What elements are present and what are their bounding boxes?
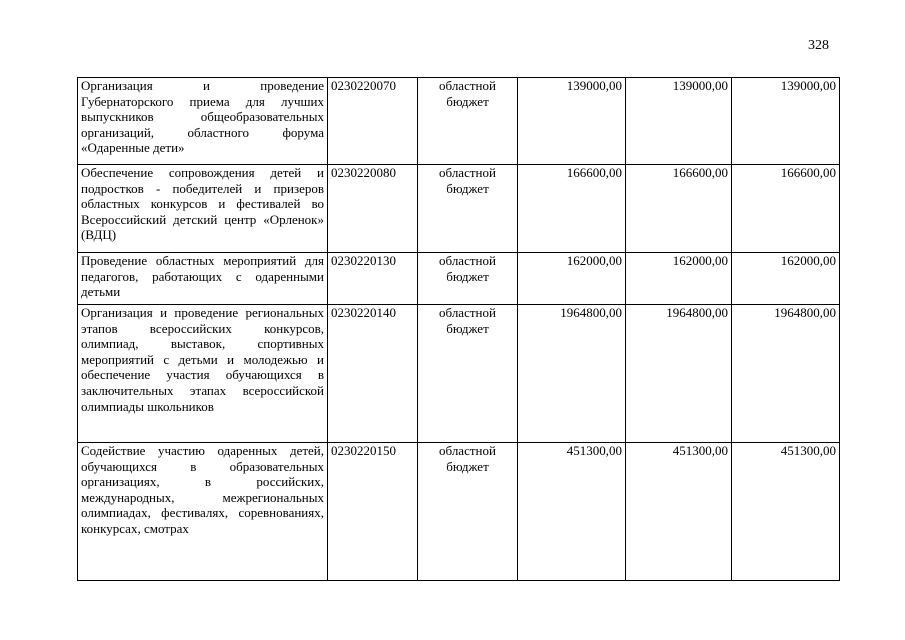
budget-code-cell: 0230220070	[328, 78, 418, 165]
amount-year2-cell: 162000,00	[626, 253, 732, 305]
funding-source-cell: областной бюджет	[418, 443, 518, 581]
amount-year2-cell: 166600,00	[626, 165, 732, 253]
amount-year1-cell: 139000,00	[518, 78, 626, 165]
funding-source-cell: областной бюджет	[418, 253, 518, 305]
activity-name-cell: Обеспечение сопровождения детей и подростков - победителей и призеров областных конкурсов и фестивалей во Всероссийский детский центр «Орленок» (ВДЦ)	[78, 165, 328, 253]
budget-table	[77, 77, 840, 581]
amount-year3-cell: 166600,00	[732, 165, 840, 253]
amount-year2-cell: 1964800,00	[626, 305, 732, 443]
table-row	[78, 253, 840, 305]
budget-code-cell: 0230220150	[328, 443, 418, 581]
amount-year3-cell: 1964800,00	[732, 305, 840, 443]
funding-source-cell: областной бюджет	[418, 305, 518, 443]
budget-code-cell: 0230220130	[328, 253, 418, 305]
amount-year2-cell: 451300,00	[626, 443, 732, 581]
amount-year1-cell: 451300,00	[518, 443, 626, 581]
activity-name-cell: Организация и проведение Губернаторского приема для лучших выпускников общеобразовательных организаций, областного форума «Одаренные дети»	[78, 78, 328, 165]
activity-name-cell: Содействие участию одаренных детей, обучающихся в образовательных организациях, в российских, международных, межрегиональных олимпиадах, фестивалях, соревнованиях, конкурсах, смотрах	[78, 443, 328, 581]
amount-year3-cell: 139000,00	[732, 78, 840, 165]
amount-year3-cell: 451300,00	[732, 443, 840, 581]
table-row	[78, 305, 840, 443]
funding-source-cell: областной бюджет	[418, 165, 518, 253]
amount-year1-cell: 166600,00	[518, 165, 626, 253]
amount-year3-cell: 162000,00	[732, 253, 840, 305]
amount-year1-cell: 162000,00	[518, 253, 626, 305]
page-number: 328	[808, 38, 829, 53]
activity-name-cell: Организация и проведение региональных этапов всероссийских конкурсов, олимпиад, выставок, спортивных мероприятий с детьми и молодежью и обеспечение участия обучающихся в заключительных этапах всероссийской олимпиады школьников	[78, 305, 328, 443]
amount-year1-cell: 1964800,00	[518, 305, 626, 443]
amount-year2-cell: 139000,00	[626, 78, 732, 165]
activity-name-cell: Проведение областных мероприятий для педагогов, работающих с одаренными детьми	[78, 253, 328, 305]
funding-source-cell: областной бюджет	[418, 78, 518, 165]
table-row	[78, 165, 840, 253]
table-row	[78, 78, 840, 165]
budget-code-cell: 0230220080	[328, 165, 418, 253]
budget-code-cell: 0230220140	[328, 305, 418, 443]
table-row	[78, 443, 840, 581]
